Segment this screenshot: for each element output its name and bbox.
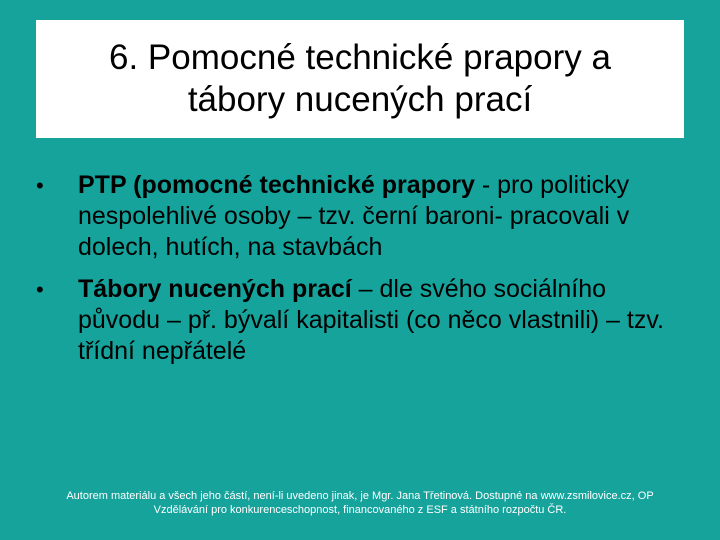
bullet-bold-text: Tábory nucených prací	[78, 275, 352, 303]
bullet-item-tabory	[30, 274, 690, 367]
title-box	[36, 20, 684, 138]
slide-title	[40, 37, 680, 121]
title-line-2: tábory nucených prací	[187, 80, 533, 119]
footer-credits	[20, 489, 700, 517]
bullet-list	[30, 170, 690, 367]
bullet-dot-icon: •	[36, 173, 44, 198]
title-line-1: 6. Pomocné technické prapory a	[109, 38, 611, 77]
bullet-item-ptp	[30, 170, 690, 263]
bullet-bold-text: PTP (pomocné technické prapory	[78, 171, 482, 199]
bullet-text: - pro politicky nespolehlivé osoby – tzv. černí baroni- pracovali v dolech, hutích, na stavbách	[78, 171, 630, 261]
footer-line-1: Autorem materiálu a všech jeho částí, není-li uvedeno jinak, je Mgr. Jana Třetinová. Dostupné na www.zsmilovice.cz, OP	[66, 490, 654, 502]
bullet-dot-icon: •	[36, 277, 44, 302]
bullet-text: – dle svého sociálního původu – př. bývalí kapitalisti (co něco vlastnili) – tzv. třídní nepřátelé	[78, 275, 664, 365]
footer-line-2: Vzdělávání pro konkurenceschopnost, financovaného z ESF a státního rozpočtu ČR.	[153, 504, 567, 516]
